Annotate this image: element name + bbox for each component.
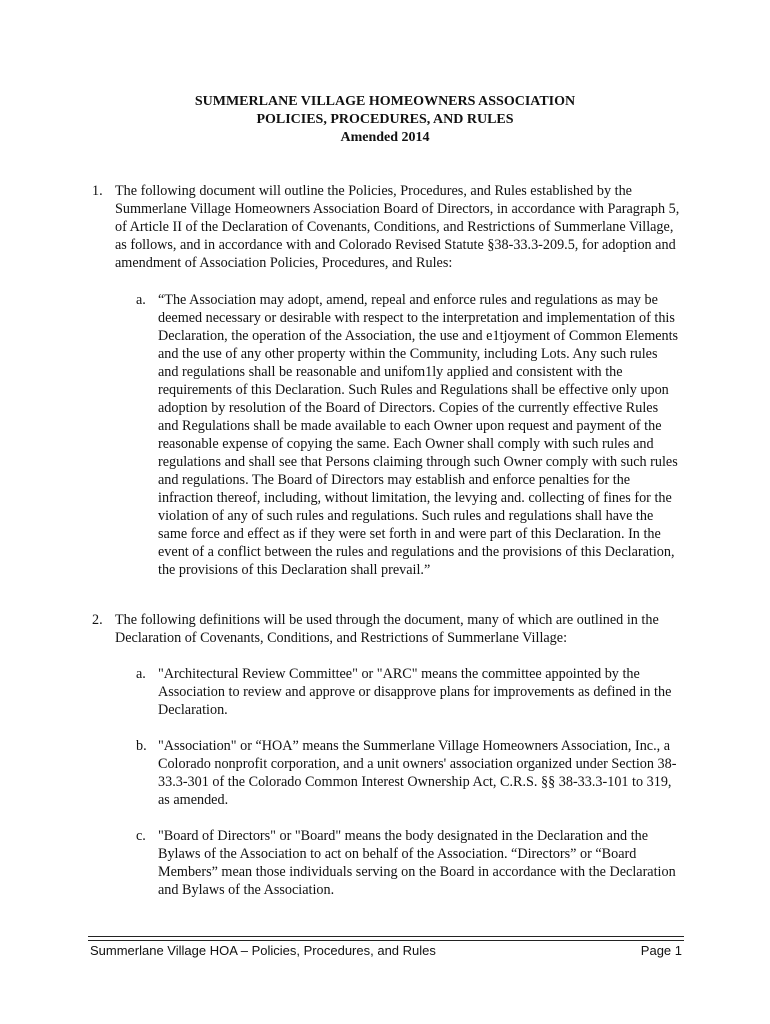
section-2-item-c [136, 827, 681, 899]
item-label: a. [136, 292, 146, 308]
section-1 [92, 182, 687, 272]
section-text: The following document will outline the Policies, Procedures, and Rules established by the Summerlane Village Homeowners Association Board of Directors, in accordance with Paragraph 5, of Article II of the Declaration of Covenants, Conditions, and Restrictions of Summerlane Village, as follows, and in accordance with and Colorado Revised Statute §38-33.3-209.5, for adoption and amendment of Association Policies, Procedures, and Rules: [115, 183, 680, 271]
header-title: SUMMERLANE VILLAGE HOMEOWNERS ASSOCIATION [194, 94, 576, 109]
item-label: a. [136, 666, 146, 682]
section-2-item-b [136, 737, 681, 809]
item-text: "Association" or “HOA” means the Summerlane Village Homeowners Association, Inc., a Colorado nonprofit corporation, and a unit owners' association organized under Section 38-33.3-301 of the Colorado Common Interest Ownership Act, C.R.S. §§ 38-33.3-101 to 319, as amended. [158, 738, 677, 808]
item-text: "Architectural Review Committee" or "ARC" means the committee appointed by the Association to review and approve or disapprove plans for improvements as defined in the Declaration. [158, 666, 672, 718]
section-1-item-a [136, 291, 681, 579]
header-subtitle: POLICIES, PROCEDURES, AND RULES [256, 112, 514, 127]
section-2-item-a [136, 665, 681, 719]
header-amended: Amended 2014 [340, 130, 430, 145]
section-number: 1. [92, 183, 103, 199]
item-label: c. [136, 828, 146, 844]
section-text: The following definitions will be used through the document, many of which are outlined in the Declaration of Covenants, Conditions, and Restrictions of Summerlane Village: [115, 612, 659, 646]
item-text: “The Association may adopt, amend, repeal and enforce rules and regulations as may be deemed necessary or desirable with respect to the interpretation and implementation of this Declaration, the operation of the Association, the use and e1tjoyment of Common Elements and the use of any other property within the Community, including Lots. Any such rules and regulations shall be reasonable and unifom1ly applied and consistent with the requirements of this Declaration. Such Rules and Regulations shall be effective only upon adoption by resolution of the Board of Directors. Copies of the currently effective Rules and Regulations shall be made available to each Owner upon request and payment of the reasonable expense of copying the same. Each Owner shall comply with such rules and regulations and shall see that Persons claiming through such Owner comply with such rules and regulations. The Board of Directors may establish and enforce penalties for the infraction thereof, including, without limitation, the levying and. collecting of fines for the violation of any of such rules and regulations. Such rules and regulations shall have the same force and effect as if they were set forth in and were part of this Declaration. In the event of a conflict between the rules and regulations and the provisions of this Declaration, the provisions of this Declaration shall prevail.” [158, 292, 679, 578]
item-text: "Board of Directors" or "Board" means the body designated in the Declaration and the Bylaws of the Association to act on behalf of the Association. “Directors” or “Board Members” mean those individuals serving on the Board in accordance with the Declaration and Bylaws of the Association. [158, 828, 676, 898]
footer-title: Summerlane Village HOA – Policies, Procedures, and Rules [90, 943, 436, 958]
document-header [0, 93, 770, 147]
footer-divider [88, 936, 684, 941]
section-number: 2. [92, 612, 103, 628]
item-label: b. [136, 738, 147, 754]
page-number: Page 1 [640, 943, 682, 958]
section-2 [92, 611, 687, 647]
